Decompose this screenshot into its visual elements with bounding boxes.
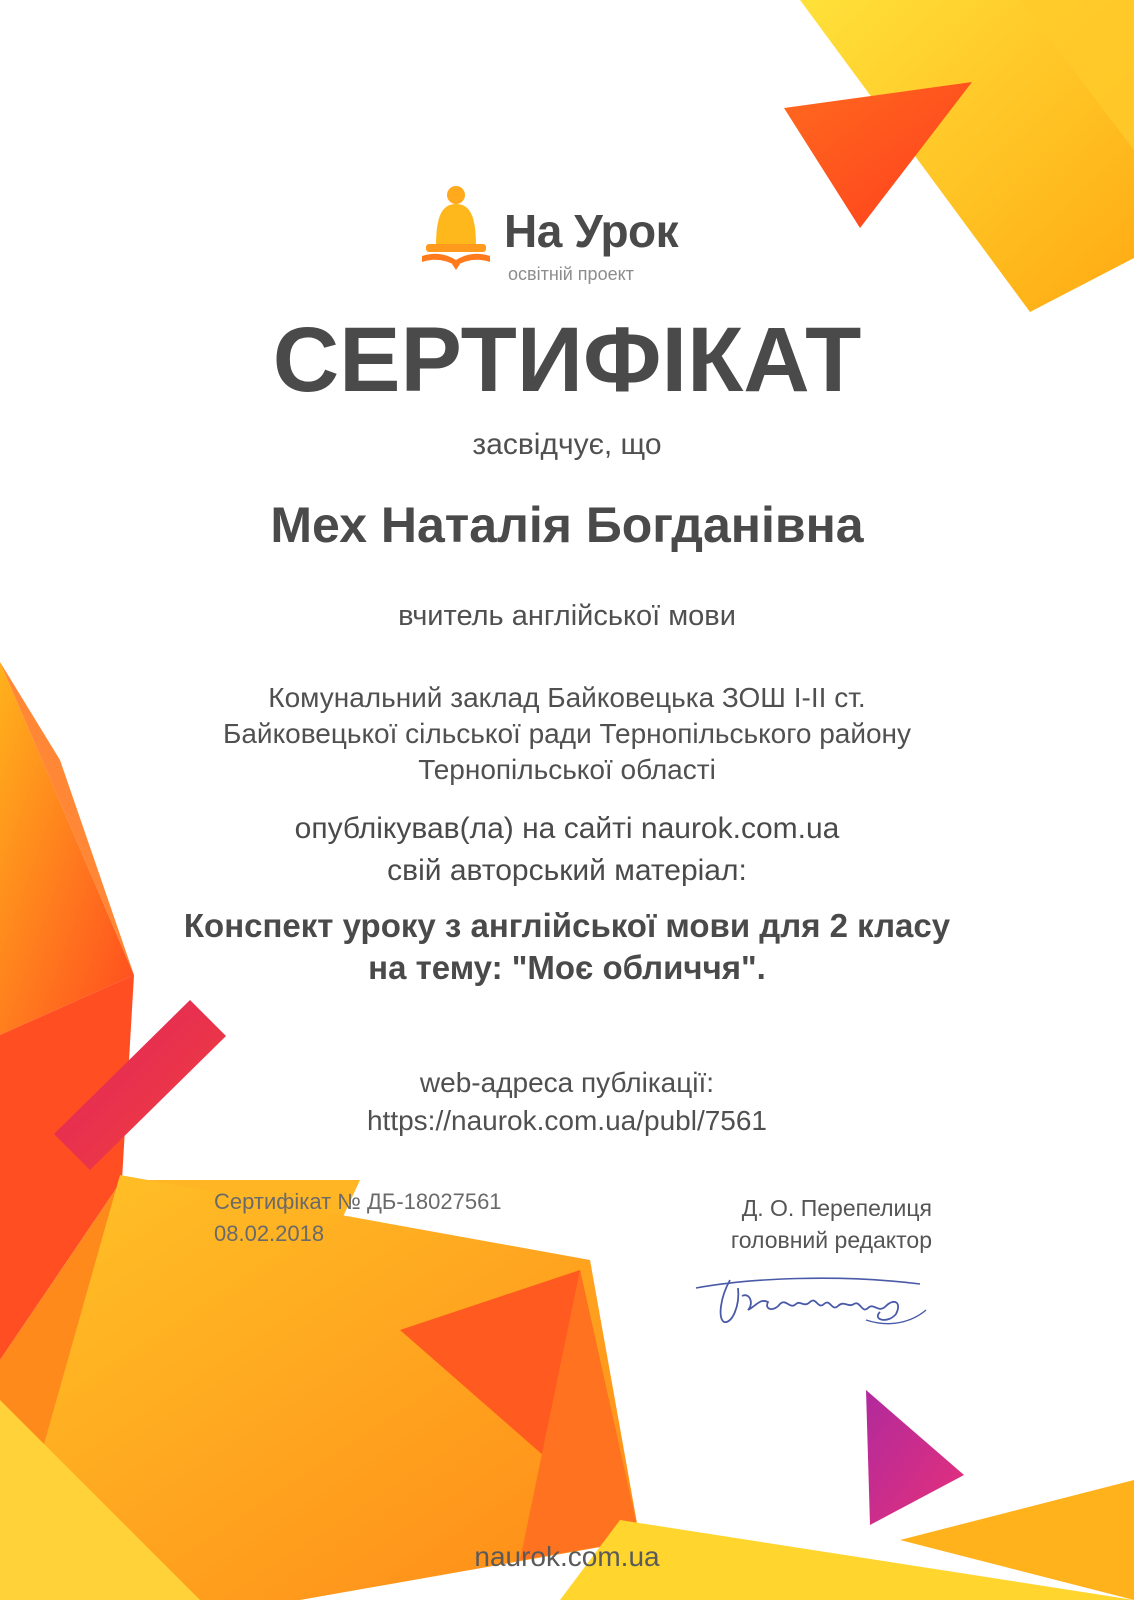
web-address-label: web-адреса публікації: [419,1067,715,1098]
published-line: опублікував(ла) на сайті naurok.com.ua [294,812,840,845]
certificate-meta [214,1186,502,1250]
logo-name: На Урок [504,205,679,257]
published-block [0,808,1134,892]
certificate-title: СЕРТИФІКАТ [272,309,862,411]
topic-line: на тему: "Моє обличчя". [368,949,766,986]
institution-block [0,680,1134,788]
institution-line: Байковецької сільської ради Тернопільського району [222,718,912,749]
institution-line: Тернопільської області [418,754,716,785]
editor-signature [690,1258,940,1348]
bell-book-icon [418,186,494,276]
web-address-url[interactable]: https://naurok.com.ua/publ/7561 [366,1105,768,1136]
institution-line: Комунальний заклад Байковецька ЗОШ І-ІІ ст. [268,682,866,713]
logo [418,186,708,286]
published-line: свій авторський матеріал: [387,854,747,887]
editor-block [731,1192,932,1256]
editor-name: Д. О. Перепелиця [741,1195,932,1221]
certificate-date: 08.02.2018 [214,1221,325,1246]
certifies-text: засвідчує, що [472,428,662,461]
editor-title: головний редактор [730,1227,932,1253]
material-topic [0,905,1134,989]
footer-site[interactable]: naurok.com.ua [474,1541,660,1572]
certificate-number: Сертифікат № ДБ-18027561 [214,1189,502,1214]
topic-line: Конспект уроку з англійської мови для 2 класу [183,907,951,944]
web-address-block [0,1064,1134,1140]
logo-subtitle: освітній проект [508,264,634,284]
recipient-name: Мех Наталія Богданівна [270,497,864,553]
recipient-position: вчитель англійської мови [398,600,736,632]
